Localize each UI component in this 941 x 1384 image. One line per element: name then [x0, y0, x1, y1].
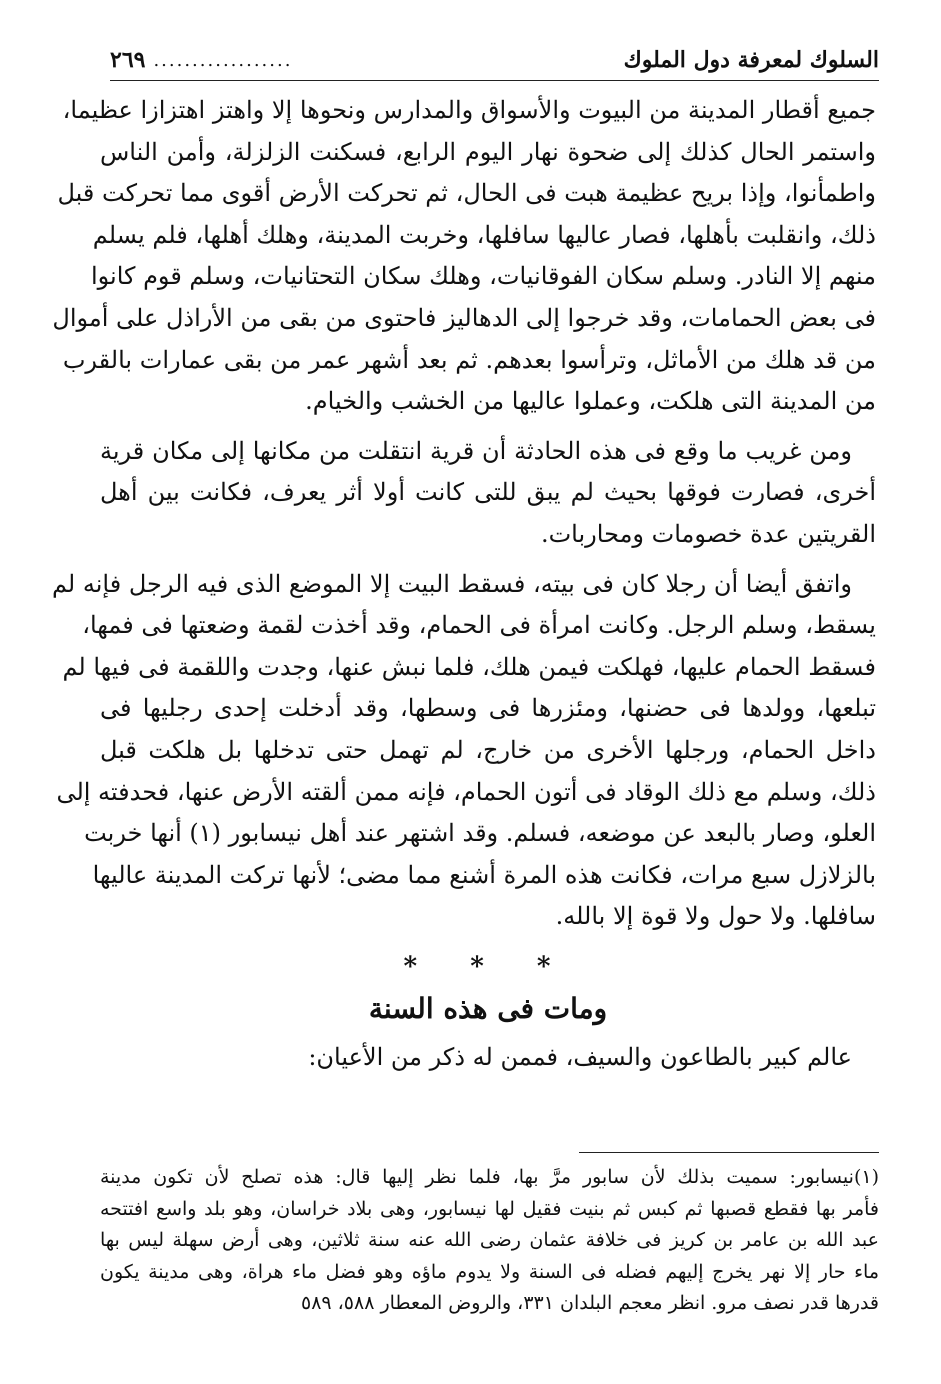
text-line: القريتين عدة خصومات ومحاربات.	[540, 519, 876, 548]
text-line: العلو، وصار بالبعد عن موضعه، فسلم. وقد اشتهر عند أهل نيسابور (١) أنها خربت	[84, 819, 876, 848]
text-line: منهم إلا النادر. وسلم سكان الفوقانيات، وهلك سكان التحتانيات، وسلم قوم كانوا	[90, 262, 876, 291]
footnote-line: (١)نيسابور: سميت بذلك لأن سابور مرَّ بها، فلما نظر إليها قال: هذه تصلح لأن تكون مدينة	[100, 1166, 879, 1188]
text-line: يسقط، وسلم الرجل. وكانت امرأة فى الحمام، وقد أخذت لقمة وضعتها فى فمها،	[82, 611, 876, 640]
text-line: واتفق أيضا أن رجلا كان فى بيته، فسقط البيت إلا الموضع الذى فيه الرجل فإنه لم	[51, 569, 852, 598]
section-heading: ومات فى هذه السنة	[368, 991, 608, 1025]
text-line: فى بعض الحمامات، وقد خرجوا إلى الدهاليز فاحتوى من بقى من الأراذل على أموال	[52, 303, 876, 332]
text-line: واستمر الحال كذلك إلى ضحوة نهار اليوم الرابع، فسكنت الزلزلة، وأمن الناس	[100, 137, 876, 166]
footnote-divider	[579, 1152, 879, 1153]
section-separator: * * *	[403, 951, 573, 982]
text-line: أخرى، فصارت فوقها بحيث لم يبق للتى كانت أولا أثر يعرف، فكانت بين أهل	[100, 478, 876, 507]
paragraph-village	[100, 431, 876, 556]
footnote-line: ماء حار إلا نهر يخرج إليهم فضله فى السنة ولا يدوم ماؤه وهو فضل ماء هراة، وهى مدينة يكون	[100, 1260, 879, 1283]
text-line: عالم كبير بالطاعون والسيف، فممن له ذكر من الأعيان:	[308, 1042, 852, 1071]
paragraph-bathhouse	[51, 564, 876, 938]
text-line: بالزلازل سبع مرات، فكانت هذه المرة أشنع مما مضى؛ لأنها تركت المدينة عاليها	[92, 860, 876, 889]
text-line: داخل الحمام، ورجلها الأخرى من خارج، لم تهمل حتى تدخلها بل هلكت قبل	[100, 735, 876, 764]
text-line: جميع أقطار المدينة من البيوت والأسواق والمدارس ونحوها إلا واهتز اهتزازا عظيما،	[62, 96, 876, 124]
text-line: من قد هلك من الأماثل، وترأسوا بعدهم. ثم بعد أشهر عمر من بقى عمارات بالقرب	[62, 345, 876, 374]
footnote-line: عبد الله بن عامر بن كريز فى خلافة عثمان رضى الله عنه سنة ثلاثين، وهى أرض سهلة ليس بها	[100, 1229, 879, 1252]
footnote-line: قدرها قدر نصف مرو. انظر معجم البلدان ٣٣١، والروض المعطار ٥٨٨، ٥٨٩	[301, 1292, 879, 1315]
footnote-nishapur	[100, 1162, 879, 1320]
paragraph-earthquake	[52, 90, 876, 423]
text-line: تبلعها، وولدها فى حضنها، ومئزرها فى وسطها، وقد أدخلت إحدى رجليها فى	[100, 694, 876, 723]
dot-leader: ..................	[153, 49, 293, 71]
text-line: واطمأنوا، وإذا بريح عظيمة هبت فى الحال، ثم تحركت الأرض أقوى مما تحركت قبل	[57, 179, 876, 208]
main-text	[51, 90, 876, 1082]
text-line: ذلك، وانقلبت بأهلها، فصار عاليها سافلها، وخربت المدينة، وهلك أهلها، فلم يسلم	[92, 220, 876, 249]
text-line: ومن غريب ما وقع فى هذه الحادثة أن قرية انتقلت من مكانها إلى مكان قرية	[100, 436, 852, 465]
book-title: السلوك لمعرفة دول الملوك	[623, 47, 879, 73]
text-line: سافلها. ولا حول ولا قوة إلا بالله.	[555, 902, 876, 931]
section-intro	[100, 1037, 876, 1079]
text-line: ذلك، وسلم مع ذلك الوقاد فى أتون الحمام، فإنه ممن ألقته الأرض عنها، فحدفته إلى	[56, 777, 876, 806]
text-line: فسقط الحمام عليها، فهلكت فيمن هلك، فلما نبش عنها، وجدت واللقمة فى فيها لم	[62, 652, 876, 681]
text-line: من المدينة التى هلكت، وعملوا عاليها من الخشب والخيام.	[305, 387, 876, 416]
running-header	[110, 40, 879, 81]
page-number: ٢٦٩	[110, 47, 146, 73]
footnote-line: فأمر بها فقطع قصبها ثم كبس ثم بنيت فقيل لها نيسابور، وهى بلاد خراسان، وهو بلد واسع افتتحه	[100, 1197, 879, 1220]
